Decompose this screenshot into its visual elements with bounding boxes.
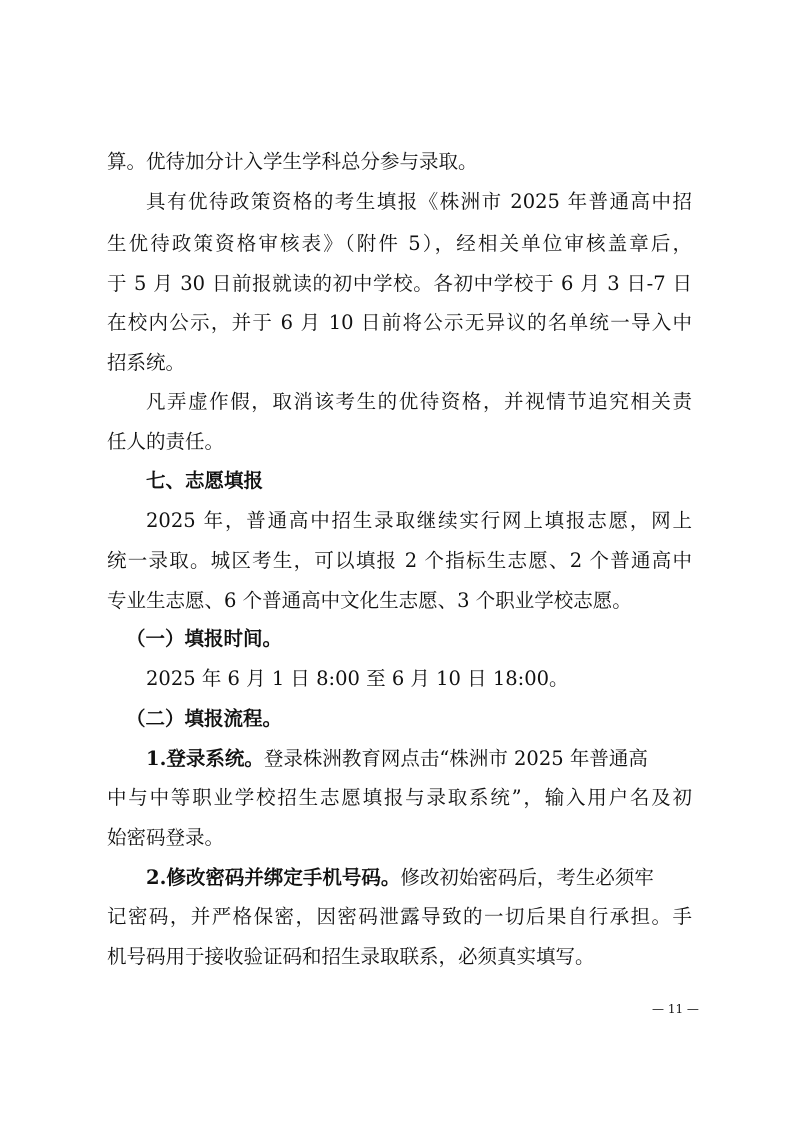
paragraph-line: 2025 年，普通高中招生录取继续实行网上填报志愿，网上 bbox=[146, 509, 692, 532]
paragraph-line bbox=[146, 868, 692, 888]
paragraph-line: 于 5 月 30 日前报就读的初中学校。各初中学校于 6 月 3 日-7 日 bbox=[107, 272, 692, 295]
page-number: — 11 — bbox=[652, 1002, 699, 1016]
step-title: 1.登录系统。 bbox=[146, 747, 264, 770]
paragraph-line: 任人的责任。 bbox=[107, 430, 225, 453]
subsection-heading: （二）填报流程。 bbox=[126, 707, 283, 730]
paragraph-line: 凡弄虚作假，取消该考生的优待资格，并视情节追究相关责 bbox=[146, 390, 692, 413]
paragraph-line: 机号码用于接收验证码和招生录取联系，必须真实填写。 bbox=[107, 945, 595, 968]
paragraph-line: 在校内公示，并于 6 月 10 日前将公示无异议的名单统一导入中 bbox=[107, 311, 692, 334]
step-text: 登录株洲教育网点击“株洲市 2025 年普通高 bbox=[263, 747, 648, 770]
paragraph-line: 2025 年 6 月 1 日 8:00 至 6 月 10 日 18:00。 bbox=[146, 667, 569, 690]
paragraph-line: 记密码，并严格保密，因密码泄露导致的一切后果自行承担。手 bbox=[107, 905, 692, 928]
step-text: 修改初始密码后，考生必须牢 bbox=[400, 866, 654, 889]
paragraph-line: 专业生志愿、6 个普通高中文化生志愿、3 个职业学校志愿。 bbox=[107, 589, 632, 612]
subsection-heading: （一）填报时间。 bbox=[126, 627, 283, 650]
section-heading: 七、志愿填报 bbox=[146, 469, 264, 492]
paragraph-line: 算。优待加分计入学生学科总分参与录取。 bbox=[107, 150, 478, 173]
paragraph-line: 具有优待政策资格的考生填报《株洲市 2025 年普通高中招 bbox=[146, 190, 692, 213]
paragraph-line bbox=[146, 749, 692, 769]
step-title: 2.修改密码并绑定手机号码。 bbox=[146, 866, 401, 889]
paragraph-line: 招系统。 bbox=[107, 351, 186, 374]
paragraph-line: 中与中等职业学校招生志愿填报与录取系统”，输入用户名及初 bbox=[107, 786, 692, 809]
paragraph-line: 始密码登录。 bbox=[107, 826, 225, 849]
paragraph-line: 统一录取。城区考生，可以填报 2 个指标生志愿、2 个普通高中 bbox=[107, 549, 692, 572]
paragraph-line: 生优待政策资格审核表》（附件 5），经相关单位审核盖章后， bbox=[107, 232, 692, 255]
